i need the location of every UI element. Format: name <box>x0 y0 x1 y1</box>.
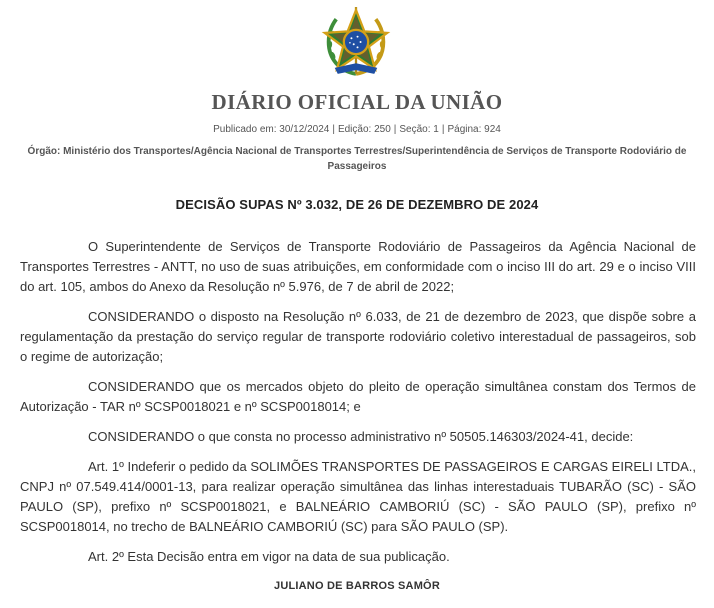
decision-body <box>20 237 696 577</box>
preamble-paragraph: O Superintendente de Serviços de Transporte Rodoviário de Passageiros da Agência Nacional de Transportes Terrestres - ANTT, no uso de suas atribuições, em conformidade com o inciso III do art. 29 e o inciso VIII do art. 105, ambos do Anexo da Resolução nº 5.976, de 7 de abril de 2022; <box>20 239 696 294</box>
issuing-body: Órgão: Ministério dos Transportes/Agência Nacional de Transportes Terrestres/Superintendência de Serviços de Transporte Rodoviário de Passageiros <box>27 146 687 172</box>
page-number: Página: 924 <box>447 124 501 135</box>
edition-number: Edição: 250 <box>337 124 391 135</box>
signatory-name: JULIANO DE BARROS SAMÔR <box>274 580 440 592</box>
gazette-title: DIÁRIO OFICIAL DA UNIÃO <box>211 90 503 114</box>
brazil-coat-of-arms-icon <box>318 4 394 80</box>
article-paragraph: Art. 2º Esta Decisão entra em vigor na data de sua publicação. <box>88 549 450 564</box>
section-number: Seção: 1 <box>399 124 439 135</box>
considering-paragraph: CONSIDERANDO o disposto na Resolução nº 6.033, de 21 de dezembro de 2023, que dispõe sobre a regulamentação da prestação do serviço regular de transporte rodoviário coletivo interestadual de passageiros, sob o regime de autorização; <box>20 309 696 364</box>
separator: | <box>332 124 335 135</box>
considering-paragraph: CONSIDERANDO o que consta no processo administrativo nº 50505.146303/2024-41, decide: <box>88 429 634 444</box>
separator: | <box>393 124 397 135</box>
article-paragraph: Art. 1º Indeferir o pedido da SOLIMÕES TRANSPORTES DE PASSAGEIROS E CARGAS EIRELI LTDA., CNPJ nº 07.549.414/0001-13, para realizar operação simultânea das linhas interestaduais TUBARÃO (SC) - SÃO PAULO (SP), prefixo nº SCSP0018021, e BALNEÁRIO CAMBORIÚ (SC) - SÃO PAULO (SP), prefixo nº SCSP0018014, no trecho de BALNEÁRIO CAMBORIÚ (SC) para SÃO PAULO (SP). <box>20 459 696 534</box>
publication-info <box>0 124 714 135</box>
separator: | <box>441 124 445 135</box>
decision-title: DECISÃO SUPAS Nº 3.032, DE 26 DE DEZEMBRO DE 2024 <box>175 197 539 212</box>
considering-paragraph: CONSIDERANDO que os mercados objeto do pleito de operação simultânea constam dos Termos de Autorização - TAR nº SCSP0018021 e nº SCSP0018014; e <box>20 379 696 414</box>
published-date: Publicado em: 30/12/2024 <box>213 124 330 135</box>
